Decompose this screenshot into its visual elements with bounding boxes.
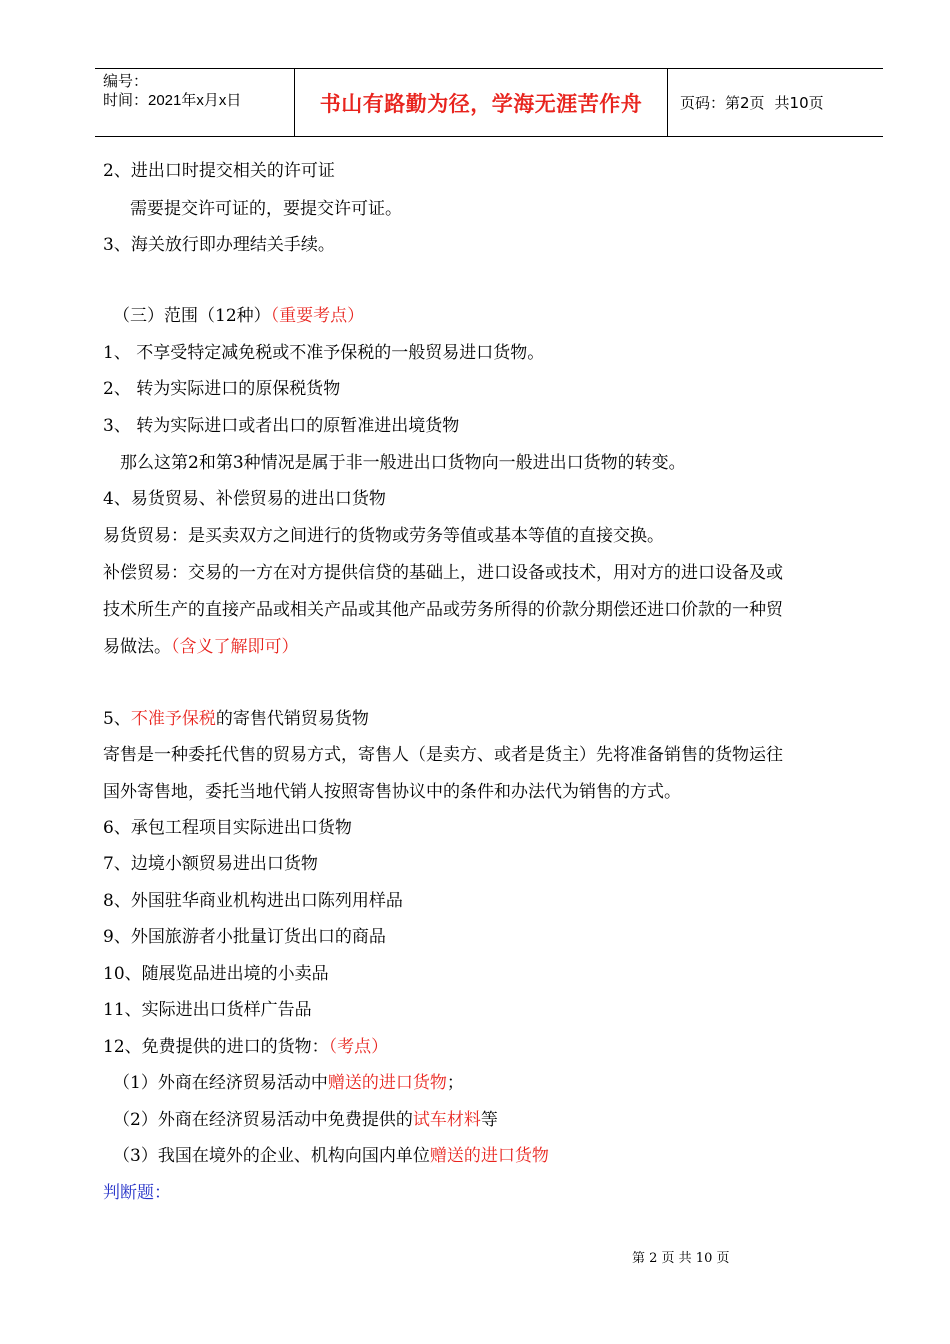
paragraph: 技术所生产的直接产品或相关产品或其他产品或劳务所得的价款分期偿还进口价款的一种贸 — [103, 600, 783, 620]
paragraph: 那么这第2和第3种情况是属于非一般进出口货物向一般进出口货物的转变。 — [120, 453, 686, 473]
list-item: 2、 转为实际进口的原保税货物 — [103, 379, 341, 399]
header-meta — [95, 69, 295, 136]
section-heading — [113, 305, 364, 327]
sub-item — [113, 1072, 464, 1094]
list-item: 3、 转为实际进口或者出口的原暂准进出境货物 — [103, 416, 460, 436]
page-label: 页码：第2页 — [680, 94, 765, 112]
paragraph: 2、进出口时提交相关的许可证 — [103, 161, 335, 181]
paragraph: 需要提交许可证的，要提交许可证。 — [130, 199, 402, 219]
list-item: 4、易货贸易、补偿贸易的进出口货物 — [103, 489, 386, 509]
text-span: 等 — [480, 1110, 498, 1130]
paragraph: 国外寄售地，委托当地代销人按照寄售协议中的条件和办法代为销售的方式。 — [103, 782, 681, 802]
list-item: 8、外国驻华商业机构进出口陈列用样品 — [103, 891, 403, 911]
paragraph: 补偿贸易：交易的一方在对方提供信贷的基础上，进口设备或技术，用对方的进口设备及或 — [103, 563, 783, 583]
paragraph: 寄售是一种委托代售的贸易方式，寄售人（是卖方、或者是货主）先将准备销售的货物运往 — [103, 745, 783, 765]
list-item: 1、 不享受特定减免税或不准予保税的一般贸易进口货物。 — [103, 343, 545, 363]
serial-label: 编号： — [103, 73, 149, 90]
header-motto-cell — [295, 69, 668, 136]
paragraph: 3、海关放行即办理结关手续。 — [103, 235, 335, 255]
total-label: 共10页 — [774, 94, 824, 112]
key-point-note: （重要考点） — [270, 306, 365, 326]
highlight: 不准予保税 — [130, 709, 216, 729]
text-span: 易做法。 — [103, 637, 171, 657]
sub-item — [113, 1145, 549, 1167]
list-item: 10、随展览品进出境的小卖品 — [103, 964, 329, 984]
note: （含义了解即可） — [171, 637, 299, 657]
text-span: 5、 — [103, 709, 131, 729]
text-span: 的寄售代销贸易货物 — [215, 709, 369, 729]
time-label: 时间：2021年x月x日 — [103, 92, 242, 109]
highlight: 赠送的进口货物 — [429, 1146, 549, 1166]
text-span: 12、免费提供的进口的货物： — [103, 1037, 329, 1057]
text-span: （1）外商在经济贸易活动中 — [113, 1073, 328, 1093]
list-item: 7、边境小额贸易进出口货物 — [103, 854, 318, 874]
section-title: （三）范围（12种） — [113, 306, 271, 326]
exercise-heading: 判断题： — [103, 1183, 171, 1203]
text-span: ； — [446, 1073, 464, 1093]
motto: 书山有路勤为径，学海无涯苦作舟 — [319, 91, 643, 116]
paragraph — [103, 636, 299, 658]
highlight: 试车材料 — [412, 1110, 481, 1130]
sub-item — [113, 1109, 498, 1131]
list-item: 9、外国旅游者小批量订货出口的商品 — [103, 927, 386, 947]
paragraph: 易货贸易：是买卖双方之间进行的货物或劳务等值或基本等值的直接交换。 — [103, 526, 664, 546]
text-span: （2）外商在经济贸易活动中免费提供的 — [113, 1110, 413, 1130]
header-page-info — [668, 69, 883, 136]
list-item — [103, 708, 369, 730]
text-span: （3）我国在境外的企业、机构向国内单位 — [113, 1146, 430, 1166]
page-header — [95, 68, 883, 137]
list-item — [103, 1036, 388, 1058]
note: （考点） — [328, 1037, 389, 1057]
page-footer: 第 2 页 共 10 页 — [632, 1251, 730, 1266]
list-item: 11、实际进出口货样广告品 — [103, 1000, 312, 1020]
highlight: 赠送的进口货物 — [327, 1073, 447, 1093]
list-item: 6、承包工程项目实际进出口货物 — [103, 818, 352, 838]
